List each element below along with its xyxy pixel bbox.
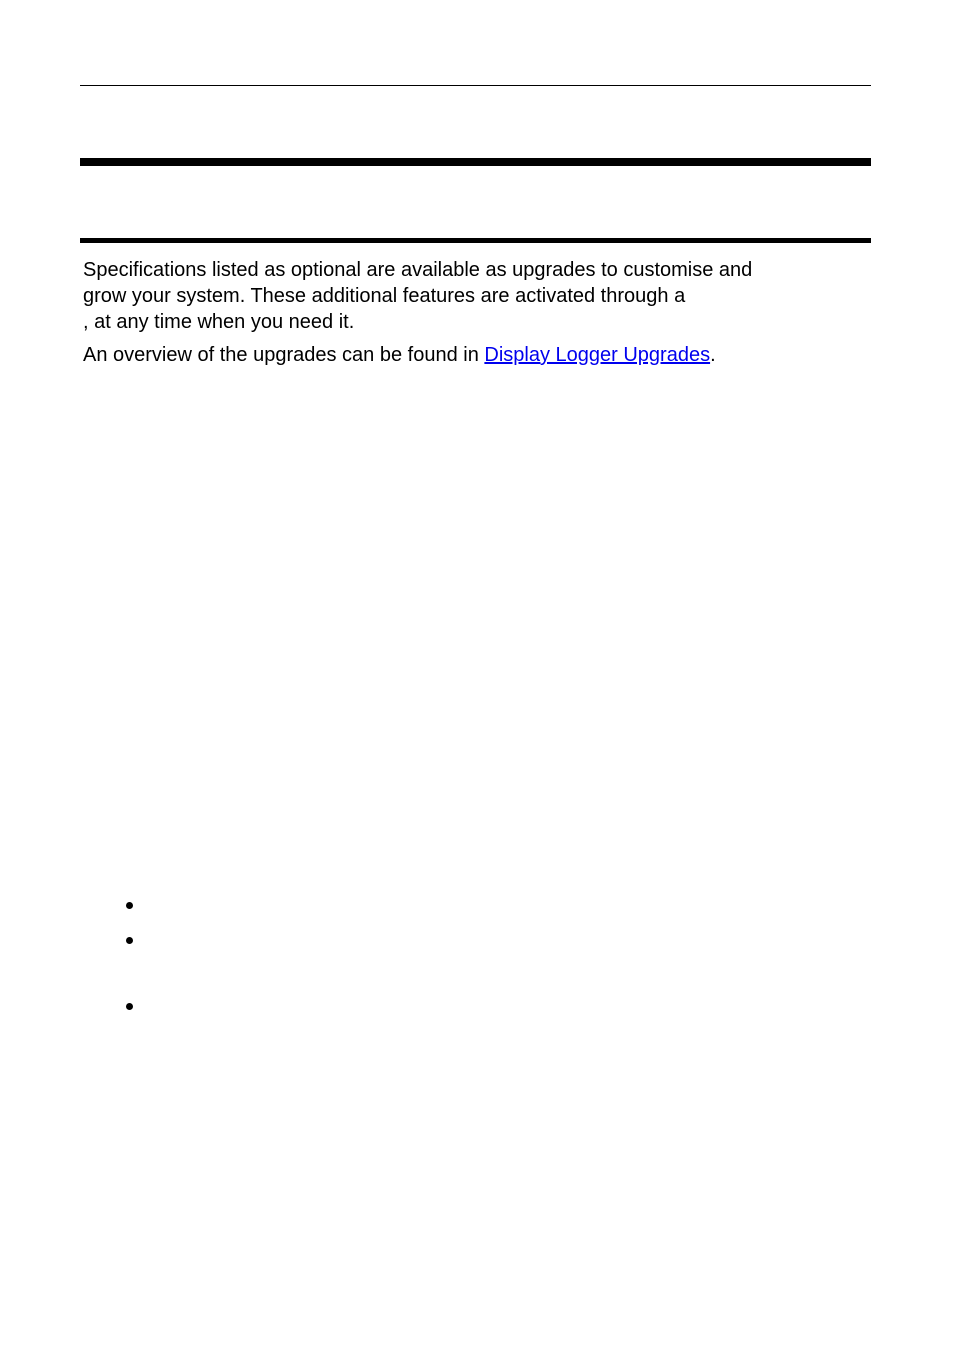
overview-suffix: . <box>710 344 716 366</box>
overview-paragraph <box>83 342 873 368</box>
section-rule-bottom <box>80 238 871 243</box>
overview-prefix: An overview of the upgrades can be found in <box>83 344 485 366</box>
intro-paragraph: Specifications listed as optional are available as upgrades to customise and grow your system. These additional features are activated through a , at any time when you need it. <box>83 259 753 333</box>
section-rule-top <box>80 158 871 166</box>
bullet-icon <box>126 902 133 909</box>
bullet-icon <box>126 937 133 944</box>
bullet-icon <box>126 1003 133 1010</box>
display-logger-upgrades-link[interactable]: Display Logger Upgrades <box>484 344 711 366</box>
header-rule <box>80 85 871 86</box>
